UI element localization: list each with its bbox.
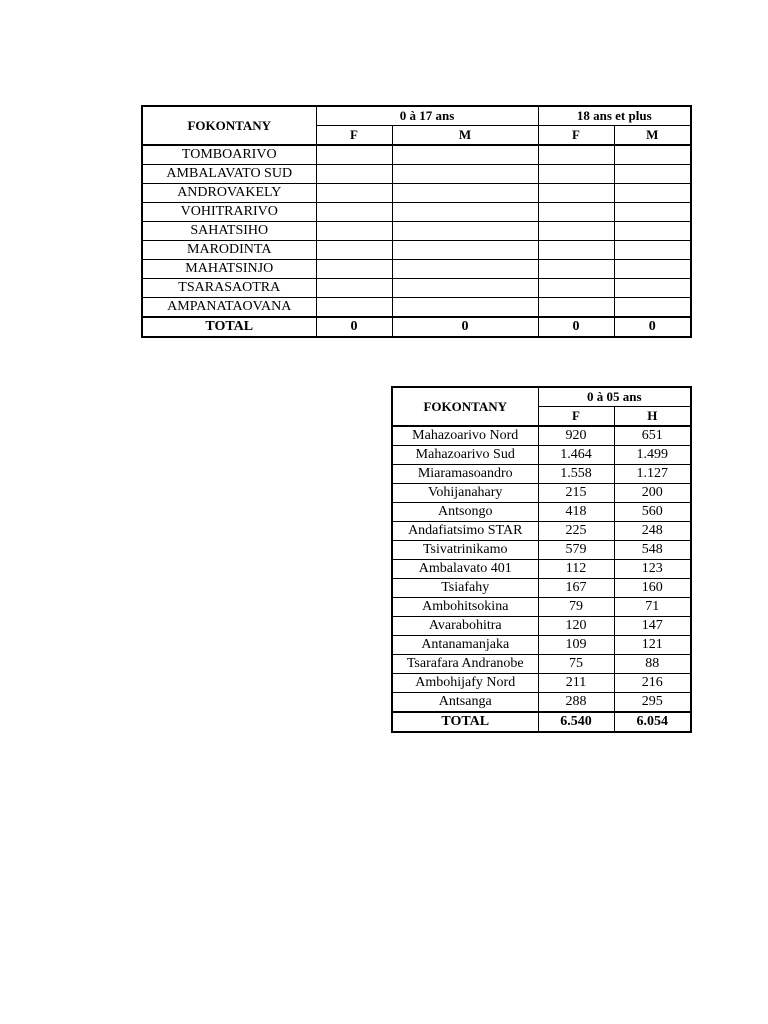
fokontany-name: Antanamanjaka	[392, 636, 538, 655]
table-cell	[538, 241, 614, 260]
table-cell: 167	[538, 579, 614, 598]
age-group-0-5-header: 0 à 05 ans	[538, 387, 691, 407]
fokontany-name: Andafiatsimo STAR	[392, 522, 538, 541]
table-row	[142, 241, 691, 260]
table-cell: 215	[538, 484, 614, 503]
table-row	[392, 465, 691, 484]
table-cell: 920	[538, 426, 614, 446]
table-row	[142, 298, 691, 318]
fokontany-name: Tsivatrinikamo	[392, 541, 538, 560]
table-cell: 112	[538, 560, 614, 579]
table-cell	[316, 203, 392, 222]
table-cell: 121	[614, 636, 691, 655]
total-value: 0	[538, 317, 614, 337]
fokontany-name: Antsongo	[392, 503, 538, 522]
table-cell: 147	[614, 617, 691, 636]
table-cell	[614, 298, 691, 318]
fokontany-name: Tsiafahy	[392, 579, 538, 598]
table-cell	[392, 241, 538, 260]
table-cell: 88	[614, 655, 691, 674]
fokontany-name: Ambohitsokina	[392, 598, 538, 617]
table-row	[392, 598, 691, 617]
population-table-age-groups	[141, 105, 692, 338]
fokontany-name: Vohijanahary	[392, 484, 538, 503]
total-row	[392, 712, 691, 732]
table-cell: 1.464	[538, 446, 614, 465]
table-row	[392, 484, 691, 503]
table-row	[392, 446, 691, 465]
sub-header-f: F	[538, 407, 614, 427]
fokontany-name: AMPANATAOVANA	[142, 298, 316, 318]
table-cell	[392, 222, 538, 241]
sub-header-f: F	[538, 126, 614, 146]
age-group-18-plus-header: 18 ans et plus	[538, 106, 691, 126]
fokontany-name: VOHITRARIVO	[142, 203, 316, 222]
table-cell: 560	[614, 503, 691, 522]
table-cell	[538, 260, 614, 279]
fokontany-name: Mahazoarivo Sud	[392, 446, 538, 465]
table-cell	[614, 279, 691, 298]
table-cell	[614, 241, 691, 260]
total-value: 0	[614, 317, 691, 337]
table-cell: 109	[538, 636, 614, 655]
table-cell	[538, 203, 614, 222]
table-cell	[392, 279, 538, 298]
table-cell: 288	[538, 693, 614, 713]
table-cell	[538, 145, 614, 165]
table-row	[142, 184, 691, 203]
total-value: 6.054	[614, 712, 691, 732]
table-cell	[614, 222, 691, 241]
table-cell	[392, 184, 538, 203]
fokontany-name: Miaramasoandro	[392, 465, 538, 484]
sub-header-m: M	[614, 126, 691, 146]
table-cell: 548	[614, 541, 691, 560]
fokontany-header: FOKONTANY	[392, 387, 538, 426]
table-cell	[392, 165, 538, 184]
fokontany-name: Avarabohitra	[392, 617, 538, 636]
table-row	[142, 260, 691, 279]
table-cell	[614, 260, 691, 279]
table-cell: 579	[538, 541, 614, 560]
table-row	[392, 693, 691, 713]
table-row	[142, 203, 691, 222]
total-label: TOTAL	[392, 712, 538, 732]
age-group-0-17-header: 0 à 17 ans	[316, 106, 538, 126]
table-cell	[614, 165, 691, 184]
fokontany-name: Ambalavato 401	[392, 560, 538, 579]
fokontany-header: FOKONTANY	[142, 106, 316, 145]
table-row	[142, 222, 691, 241]
population-table-0-5	[391, 386, 692, 733]
table-cell	[316, 165, 392, 184]
fokontany-name: MARODINTA	[142, 241, 316, 260]
table-cell: 71	[614, 598, 691, 617]
table-cell	[316, 145, 392, 165]
table-cell: 248	[614, 522, 691, 541]
table-row	[142, 165, 691, 184]
table-cell	[392, 260, 538, 279]
table-row	[392, 541, 691, 560]
table-row	[392, 655, 691, 674]
table-cell	[316, 241, 392, 260]
fokontany-name: Antsanga	[392, 693, 538, 713]
fokontany-name: MAHATSINJO	[142, 260, 316, 279]
fokontany-name: AMBALAVATO SUD	[142, 165, 316, 184]
table-cell	[392, 298, 538, 318]
total-label: TOTAL	[142, 317, 316, 337]
table-cell	[392, 145, 538, 165]
fokontany-name: ANDROVAKELY	[142, 184, 316, 203]
table-row	[392, 617, 691, 636]
table-cell: 200	[614, 484, 691, 503]
table-cell	[538, 298, 614, 318]
table-cell: 225	[538, 522, 614, 541]
table-cell: 1.558	[538, 465, 614, 484]
table-cell: 1.127	[614, 465, 691, 484]
table-cell: 120	[538, 617, 614, 636]
table-cell	[614, 184, 691, 203]
total-value: 6.540	[538, 712, 614, 732]
table-cell	[538, 279, 614, 298]
table-cell	[538, 222, 614, 241]
table-cell: 295	[614, 693, 691, 713]
table-row	[392, 674, 691, 693]
total-row	[142, 317, 691, 337]
table-cell	[392, 203, 538, 222]
table-cell	[316, 298, 392, 318]
table-cell: 75	[538, 655, 614, 674]
table-cell	[538, 184, 614, 203]
table-row	[392, 426, 691, 446]
table-row	[392, 522, 691, 541]
sub-header-h: H	[614, 407, 691, 427]
table-row	[392, 503, 691, 522]
table-cell	[614, 203, 691, 222]
table-cell: 79	[538, 598, 614, 617]
total-value: 0	[392, 317, 538, 337]
table-cell: 216	[614, 674, 691, 693]
table-row	[392, 636, 691, 655]
fokontany-name: Tsarafara Andranobe	[392, 655, 538, 674]
table-row	[142, 145, 691, 165]
table-cell: 1.499	[614, 446, 691, 465]
fokontany-name: SAHATSIHO	[142, 222, 316, 241]
fokontany-name: Ambohijafy Nord	[392, 674, 538, 693]
fokontany-name: TSARASAOTRA	[142, 279, 316, 298]
table-cell	[316, 279, 392, 298]
table-cell: 651	[614, 426, 691, 446]
table-cell: 211	[538, 674, 614, 693]
table-cell: 418	[538, 503, 614, 522]
table-cell: 160	[614, 579, 691, 598]
table-cell	[316, 222, 392, 241]
fokontany-name: TOMBOARIVO	[142, 145, 316, 165]
table-cell	[614, 145, 691, 165]
sub-header-m: M	[392, 126, 538, 146]
table-row	[392, 579, 691, 598]
total-value: 0	[316, 317, 392, 337]
table-row	[142, 279, 691, 298]
sub-header-f: F	[316, 126, 392, 146]
table-row	[392, 560, 691, 579]
fokontany-name: Mahazoarivo Nord	[392, 426, 538, 446]
table-cell	[316, 260, 392, 279]
table-cell: 123	[614, 560, 691, 579]
table-cell	[538, 165, 614, 184]
table-cell	[316, 184, 392, 203]
